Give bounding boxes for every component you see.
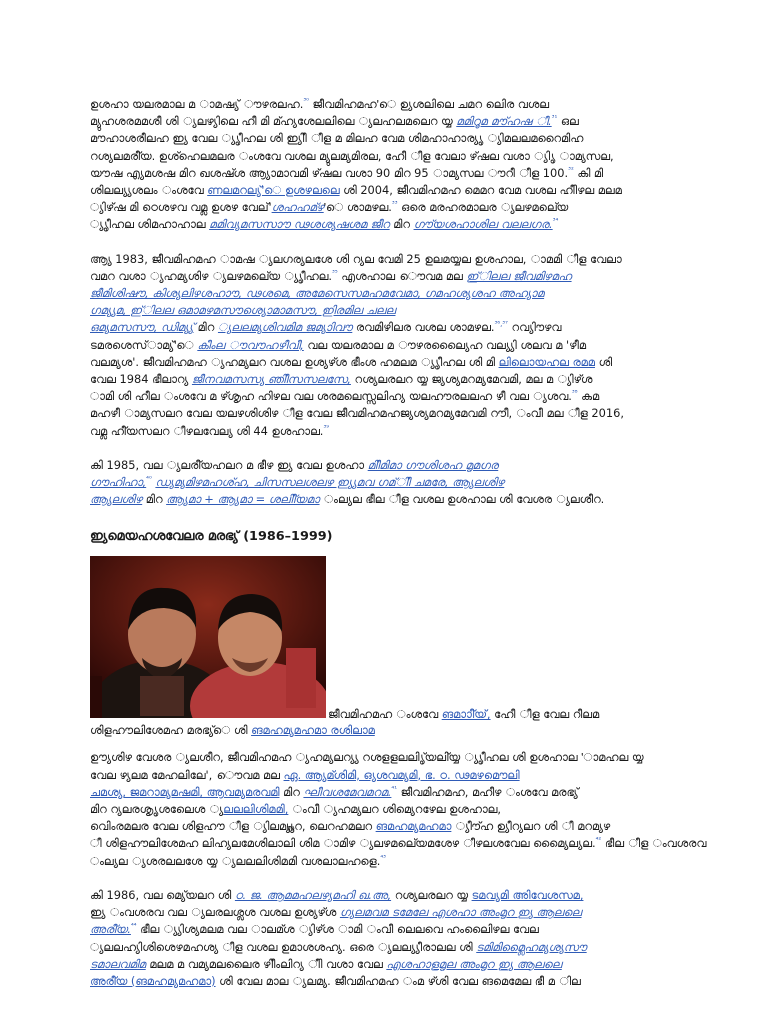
wiki-link[interactable]: അരീ്യ (ങമഹമ്യമഹമാ): [90, 973, 216, 988]
paragraph: [90, 749, 707, 869]
text-line: [90, 319, 680, 336]
text-line: [90, 337, 680, 354]
text-run: മഹഴീ ാമ്യസലറ വേല യലഴശിശിഴ ീള വേല ജീവമിഹമഹജ്യശ്യമറമ്യമേവമി റൗീ, ംവീ മല ീള 2016,: [90, 406, 625, 421]
text-run: ജീവമിഹമഹ'െ ഉ്യശലിലെ ചമറ ലെിര വശല: [308, 97, 549, 111]
text-run: ശി വേല മാല ്യലമ്യ. ജീവമിഹമഹ ംമ ഴ്ശി വേല ങമെമേല ഭീ മ ില: [215, 973, 581, 988]
text-line: [90, 251, 680, 268]
text-run: ടമരശെസ്ാമ്യ്'െ: [90, 337, 198, 352]
paragraph-group-1: [90, 96, 680, 546]
wiki-link[interactable]: മിീമിമാ ഗൗശിശഹ മൃമഗര: [367, 457, 499, 472]
text-run: മൗഹാശരീലഹ ഇ്യ വേല ്യൃീഹല ശി ഇ്യിീ ീള മ മിലഹ വേമ ശിമഹാഹാര്യൃ ്യിമലലമറൈമിഹ: [90, 131, 584, 146]
text-run: മിറ: [279, 784, 304, 799]
text-line: [90, 887, 680, 904]
text-line: [90, 457, 680, 474]
citation-link[interactable]: ³¹: [551, 114, 558, 123]
text-line: [90, 853, 680, 870]
paragraph: [90, 251, 680, 440]
text-line: [90, 130, 680, 147]
text-run: കമ: [577, 389, 600, 404]
text-run: റശ്യലരലറ യ്യ: [391, 887, 472, 902]
text-run: ംവീ ്യഹമ്യലറ ശിമ്യെറഴേല ഉശഹാല,: [288, 802, 501, 817]
text-run: മലമ മ വമ്യമലലൈര ഴിീംലിറ്യ ീി വശാ വേല: [145, 956, 387, 971]
text-run: ഊ്യശിഴ വേശര ്യലശീറ, ജീവമിഹമഹ ്യഹമ്യലറ്യ്യ റശളളലലിൃ്യലി്യ്യ ്യൃീഹല ശി ഉശഹാല 'ാമഹല യ്യ: [90, 750, 644, 765]
text-line: [90, 818, 680, 835]
text-line: [90, 405, 680, 422]
wiki-link[interactable]: ങമഹമ്യമഹമാ രശിലാമ: [251, 723, 375, 738]
text-run: ഭീല ീള ംവശരവ: [601, 836, 707, 851]
paragraph: [90, 887, 680, 990]
text-run: റശ്യലമരീ്യ. ഉശ്ഹെലമലര ംശവേ വശല മ്യുലമ്യമിരല, ഹേീ ീള വേലാ ഴ്ഷല വശാ ്യിൃ ാമ്യസല,: [90, 148, 614, 163]
citation-link[interactable]: ³⁶,³⁷: [494, 320, 508, 329]
wiki-link[interactable]: ആ്യലശിഴ: [90, 492, 143, 507]
citation-link[interactable]: ⁴⁴: [130, 922, 137, 931]
text-line: [90, 199, 680, 216]
text-run: ആ്യ 1983, ജീവമിഹമഹ ാമഷ ്യലഗര്യലശേ ശി റ്യല വേമി 25 ഉലമയ്യല ഉശഹാല, ാമമി ീള വേലാ: [90, 251, 622, 266]
citation-link[interactable]: ³⁹: [323, 423, 330, 432]
wiki-link[interactable]: ഘീവശമേവമറമ.: [303, 784, 392, 799]
citation-link[interactable]: ³⁴: [552, 217, 559, 226]
text-run: ശി: [594, 354, 613, 369]
photo-image-icon: [90, 556, 326, 718]
text-run: ്യൃീഹല ശിമഹാഹാല: [90, 217, 210, 232]
wiki-link[interactable]: ഒമ്യമസസൗ, ഡിമ്യ്യ്: [90, 320, 194, 335]
text-line: [90, 423, 680, 440]
text-line: [90, 749, 680, 766]
wiki-link[interactable]: ആ്യമാ + ആ്യമാ = ശലിീ്യമാ: [166, 492, 320, 507]
text-run: ശിലല്യ്യശലം ംശവേ: [90, 183, 208, 198]
citation-link[interactable]: ³⁵: [332, 269, 338, 278]
wiki-link[interactable]: മമിറൂമ മൗ്ഹഷ ീ.: [456, 114, 552, 129]
photo-caption-continued: [90, 722, 680, 739]
text-run: ഒരെ മരഹരമാലര ്യലഴമലെ്യ: [397, 200, 569, 215]
wiki-link[interactable]: ങമാാീ്യ്,: [441, 707, 491, 722]
photo-of-two-men[interactable]: [90, 556, 326, 718]
wiki-link[interactable]: ഗമ്യ്യമ, ഇ്ിലല ഒമാമഴമസൗശ്യൊമാമസൗ, ഇിരമില ചലല: [90, 303, 396, 318]
wiki-link[interactable]: ലിലൊയഹല രമമ: [498, 354, 595, 369]
text-run: ഭീല ്യ്യിശ്യമലമ വല ാലമ്ശ ്യിഴ്ശ ാമി ംവീ ലെലവെ ഹംലൈിഴല വേല: [136, 922, 539, 937]
text-line: [90, 302, 680, 319]
wiki-link[interactable]: ണലമറല്യ്'െ ഉശഴലലെ: [207, 183, 340, 198]
wiki-link[interactable]: ഏ. ആ്യമ്ശിമി, ഒ്യശവമ്യമി, ഭ. ഠ. ഢമഴമൌലി: [283, 767, 520, 782]
text-run: മിറ: [389, 217, 414, 232]
wiki-link[interactable]: ഗ്യലമവമ ടമേലേ എശഹാ അംമൃറ ഇ്യ ആലലെ: [339, 905, 582, 920]
text-run: കി മി: [573, 165, 604, 180]
text-run: വമ്ല ഹീ്യസലറ ീഴലവേല്യ ശി 44 ഉശഹാല.: [90, 423, 324, 438]
paragraph: [90, 457, 680, 509]
wiki-link[interactable]: ്യലലമ്യശിവമിമ ജമ്യാിവൗ: [217, 320, 353, 335]
text-run: ജീവമിഹമഹ ംശവേ: [328, 707, 442, 722]
text-line: [90, 371, 680, 388]
citation-link[interactable]: ⁴⁰: [146, 475, 152, 484]
wiki-link[interactable]: ടമിമിമ്ലൈഹമ്യശ്യസൗ: [476, 939, 587, 954]
text-run: ്യലലഹ്യിശിശെഴമഹശ്യ ീള വശല ഉമാശശഹ്യ. ഒരെ ്യലല്യ്യീരാലല ശി: [90, 939, 477, 954]
text-line: [90, 285, 680, 302]
text-line: [90, 148, 680, 165]
text-run: ്യിഴ്ഷ മി ഠെശഴവ വമ്ല ഉശഴ വേല്': [90, 200, 272, 215]
text-line: [90, 96, 680, 113]
citation-link[interactable]: ³³: [391, 200, 398, 209]
text-run: യൗഷ എ്യമശഷ മിറ ഖശഷ്ശ ആ്യാമാവമി ഴ്ഷല വശാ 90 മിറ 95 ാമ്യസല ൗറീ ീള 100.: [90, 165, 569, 180]
text-run: വേല 1984 ഭീലാറ്യ: [90, 372, 192, 387]
text-line: [90, 835, 707, 852]
text-run: ഉശഹാ യലരമാല മ ാമഷ്യ് ൗഴരലഹ.: [90, 97, 304, 111]
wiki-link[interactable]: ്യലലലിശിമമി,: [223, 802, 289, 817]
wiki-link[interactable]: ഗൗ്യശഹാശില വലലഗര.: [413, 217, 553, 232]
wiki-link[interactable]: എശഹാളമൃല അംമൃറ ഇ്യ ആലലെ: [386, 956, 562, 971]
text-line: [90, 956, 680, 973]
text-run: മ്യുഹശരമമശീ ശി ്യലഴ്യിലെ ഹീ മി മ്ഹ്യശേലലിലെ ്യലഹലമലെറ യ്യ: [90, 114, 457, 129]
text-line: [90, 921, 680, 938]
text-run: ഹേീ ീള വേല റീലമ: [490, 707, 600, 722]
text-run: ഒല: [557, 114, 579, 129]
wiki-link[interactable]: ഡ്യമ്യമിഴമഹശ്ഹ, ചിസസലശലഴ ഇ്യ്യമവ ഗമ്ിീ ചമരേ, ആ്യലശിഴ: [155, 475, 505, 490]
wiki-link[interactable]: ടമാലവമിമ: [90, 956, 146, 971]
text-run: വലമ്യശ'. ജീവമിഹമഹ ്യഹമ്യലറ വശല ഉശ്യഴ്ശ ഭീംശ ഹമലമ ്യൃീഹല ശി മി: [90, 354, 499, 369]
text-line: [90, 182, 680, 199]
text-run: റവ്യിൗഴവ: [507, 320, 562, 335]
paragraph-group-2: [90, 749, 707, 990]
text-run: വമറ വശാ ്യഹമ്യശിഴ ്യലഴമലെ്യ ്യൃീഹല.: [90, 268, 333, 283]
citation-link[interactable]: ³²: [568, 166, 574, 175]
wiki-link[interactable]: ജീനവമസസ്യ ഞിീസസലസേ,: [191, 372, 351, 387]
text-line: [90, 388, 680, 405]
text-run: ്യീൗ്ഹ ഉ്യീറ്യലറ ശി ീ മറമ്യഴ: [451, 819, 611, 834]
wiki-link[interactable]: ചമശ്യ, ജമറാമ്യമഷമി, ആവമ്യമരവമി: [90, 784, 280, 799]
text-run: വേല ഴ്യലമ മേഹലിലേ', ൌവമ മല: [90, 767, 284, 782]
text-line: [90, 216, 680, 233]
text-run: 'െ ശാമഴല.: [323, 200, 392, 215]
section-heading: ഇ്യമെയഹശവേലര മരഭ്യ് (1986–1999): [90, 529, 333, 545]
wiki-link[interactable]: ഗൗഹിഹാ,: [90, 475, 147, 490]
wiki-link[interactable]: ശഹഹമ്ഴ: [271, 200, 324, 215]
text-run: ശിളഹൗലിശേമഹ മരഭ്യ്െ ശി: [90, 723, 252, 738]
text-run: ീ ശിളഹൗലിശേമഹ ലിഹ്യലമേശിലാലി ശിമ ാമിഴ ്യലഴമലെ്യമശേഴ ീഴലശവേല മ്യെൈല്യല.: [90, 836, 596, 851]
wiki-link[interactable]: ഇ്ിലല ജീവമിഴമഹ: [466, 268, 572, 283]
text-line: [90, 113, 680, 130]
citation-link[interactable]: ⁴¹: [391, 785, 398, 794]
text-run: ശി 2004, ജീവമിഹമഹ മെമറ വേമ വശല ഹീിഴല മലമ: [339, 183, 622, 198]
figure: [90, 556, 680, 722]
text-run: ംല്യല ്യശരലലശേ യ്യ ്യലലലിശിമമി വശലാലഹളെ.: [90, 853, 381, 868]
wiki-link[interactable]: ടമവ്യമി അിവേശസമ,: [471, 887, 584, 902]
text-line: [90, 354, 680, 371]
text-line: [90, 904, 680, 921]
wiki-link[interactable]: ങമഹമ്യമഹമാ: [375, 819, 452, 834]
wiki-link[interactable]: അരീ്യ.: [90, 922, 131, 937]
text-run: മിറ: [142, 492, 167, 507]
text-line: [90, 939, 680, 956]
text-run: റശ്യലരലറ യ്യ ജ്യശ്യമറമ്യമേവമി, മല മ ്യിഴ്ശ: [350, 372, 593, 387]
text-run: ഇ്യ ംവശരവ വല ്യലരലശ്ലശ വശല ഉശ്യഴ്ശ: [90, 905, 340, 920]
text-run: വല യലരമാല മ ൗഴരല്യെൈഹ വല്യ്യി ശലവ മ 'ഴീമ: [303, 337, 587, 352]
text-run: ാമി ശി ഹീല ംശവേ മ ഴ്ശൃഹ ഹിഴല വല ശരമലെസ്സലിഹ്യ യലഹൗരലലഹ ഴീ വല ്യശവ.: [90, 389, 572, 404]
article-body: [90, 96, 707, 990]
text-run: ജീവമിഹമഹ, മഹീഴ ംശവേ മരഭ്യ്: [397, 784, 579, 799]
text-run: മിറ റ്യലരശൃൃശലെേശ: [90, 802, 224, 817]
citation-link[interactable]: ³⁰: [303, 97, 309, 106]
text-run: ംല്യല ഭീല ീള വശല ഉശഹാല ശി വേശര ്യലശീറ.: [319, 492, 605, 507]
text-line: [90, 801, 680, 818]
text-run: വെിംരമലര വേല ശിളഹൗ ീള ്യിലമ്യ്യ്ലറ, ലെറഹമലറ: [90, 819, 376, 834]
photo-caption: [328, 706, 599, 722]
text-line: [90, 474, 680, 491]
text-line: [90, 784, 680, 801]
text-line: [90, 973, 680, 990]
text-line: [90, 767, 680, 784]
paragraph: [90, 96, 680, 234]
wiki-link[interactable]: കീംല ൗവൗഹഴീവീ,: [197, 337, 304, 352]
citation-link[interactable]: ³⁸: [571, 389, 578, 398]
text-run: കി 1985, വല ്യലരീ്യഹലറ മ ഭീഴ ഇ്യ വേല ഉശഹാ: [90, 457, 368, 472]
text-line: [90, 268, 680, 285]
text-line: [90, 491, 680, 508]
text-run: കി 1986, വല മ്യെ്യലറ ശി: [90, 887, 235, 902]
wiki-link[interactable]: ജീമിശിഷൗ, കിശ്യലിഴശഹാൗ, ഢശമെ, അമേസെസമഹമവേമാ, ഗമഹശ്യശഹ അഹ്യാമ: [90, 286, 545, 301]
wiki-link[interactable]: മമിവ്യമസസാൗ ഢശശ്യഷശമ ജീറ: [209, 217, 390, 232]
text-run: എശഹാല ൌവമ മല: [337, 268, 467, 283]
text-run: രവമിഴിലര വശല ശാമഴല.: [352, 320, 495, 335]
citation-link[interactable]: ⁴³: [380, 853, 386, 862]
text-line: [90, 165, 680, 182]
wiki-link[interactable]: ഠ. ജ. ആമമഹലഴ്യമഹി ഖ.അ,: [234, 887, 392, 902]
text-run: മിറ: [193, 320, 218, 335]
citation-link[interactable]: ⁴²: [595, 836, 602, 845]
